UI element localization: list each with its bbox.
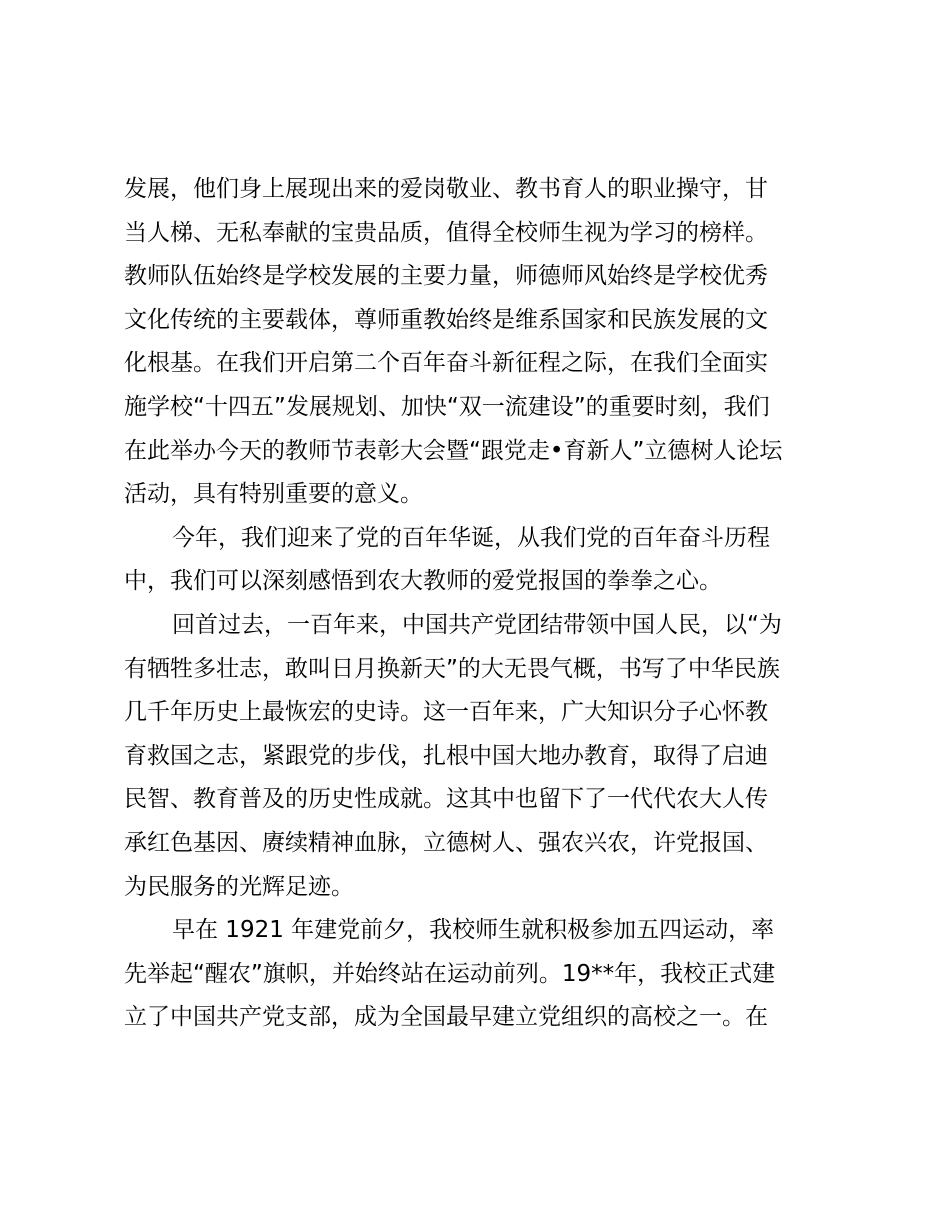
text-line: 中，我们可以深刻感悟到农大教师的爱党报国的拳拳之心。 — [124, 568, 722, 595]
text-line: 承红色基因、赓续精神血脉，立德树人、强农兴农，许党报国、 — [124, 829, 768, 856]
text-line: 有牺牲多壮志，敢叫日月换新天”的大无畏气概，书写了中华民族 — [124, 655, 780, 682]
text-line: 文化传统的主要载体，尊师重教始终是维系国家和民族发展的文 — [124, 306, 768, 333]
text-line: 民智、教育普及的历史性成就。这其中也留下了一代代农大人传 — [124, 786, 768, 813]
document-body — [124, 168, 844, 1040]
text-line: 在此举办今天的教师节表彰大会暨“跟党走•育新人”立德树人论坛 — [124, 437, 783, 464]
text-line: 化根基。在我们开启第二个百年奋斗新征程之际，在我们全面实 — [124, 350, 768, 377]
text-line: 立了中国共产党支部，成为全国最早建立党组织的高校之一。在 — [124, 1004, 768, 1031]
paragraph-first-line: 回首过去，一百年来，中国共产党团结带领中国人民，以“为 — [172, 611, 782, 638]
text-line: 先举起“醒农”旗帜，并始终站在运动前列。19**年，我校正式建 — [124, 960, 776, 987]
text-line: 施学校“十四五”发展规划、加快“双一流建设”的重要时刻，我们 — [124, 393, 770, 420]
text-line: 教师队伍始终是学校发展的主要力量，师德师风始终是学校优秀 — [124, 263, 768, 290]
text-line: 当人梯、无私奉献的宝贵品质，值得全校师生视为学习的榜样。 — [124, 219, 768, 246]
paragraph-first-line: 早在 1921 年建党前夕，我校师生就积极参加五四运动，率 — [172, 917, 775, 944]
paragraph-first-line: 今年，我们迎来了党的百年华诞，从我们党的百年奋斗历程 — [172, 524, 770, 551]
text-line: 为民服务的光辉足迹。 — [124, 873, 354, 900]
text-line: 发展，他们身上展现出来的爱岗敬业、教书育人的职业操守，甘 — [124, 176, 768, 202]
text-line: 几千年历史上最恢宏的史诗。这一百年来，广大知识分子心怀教 — [124, 699, 768, 726]
text-line: 育救国之志，紧跟党的步伐，扎根中国大地办教育，取得了启迪 — [124, 742, 768, 769]
text-line: 活动，具有特别重要的意义。 — [124, 481, 423, 508]
